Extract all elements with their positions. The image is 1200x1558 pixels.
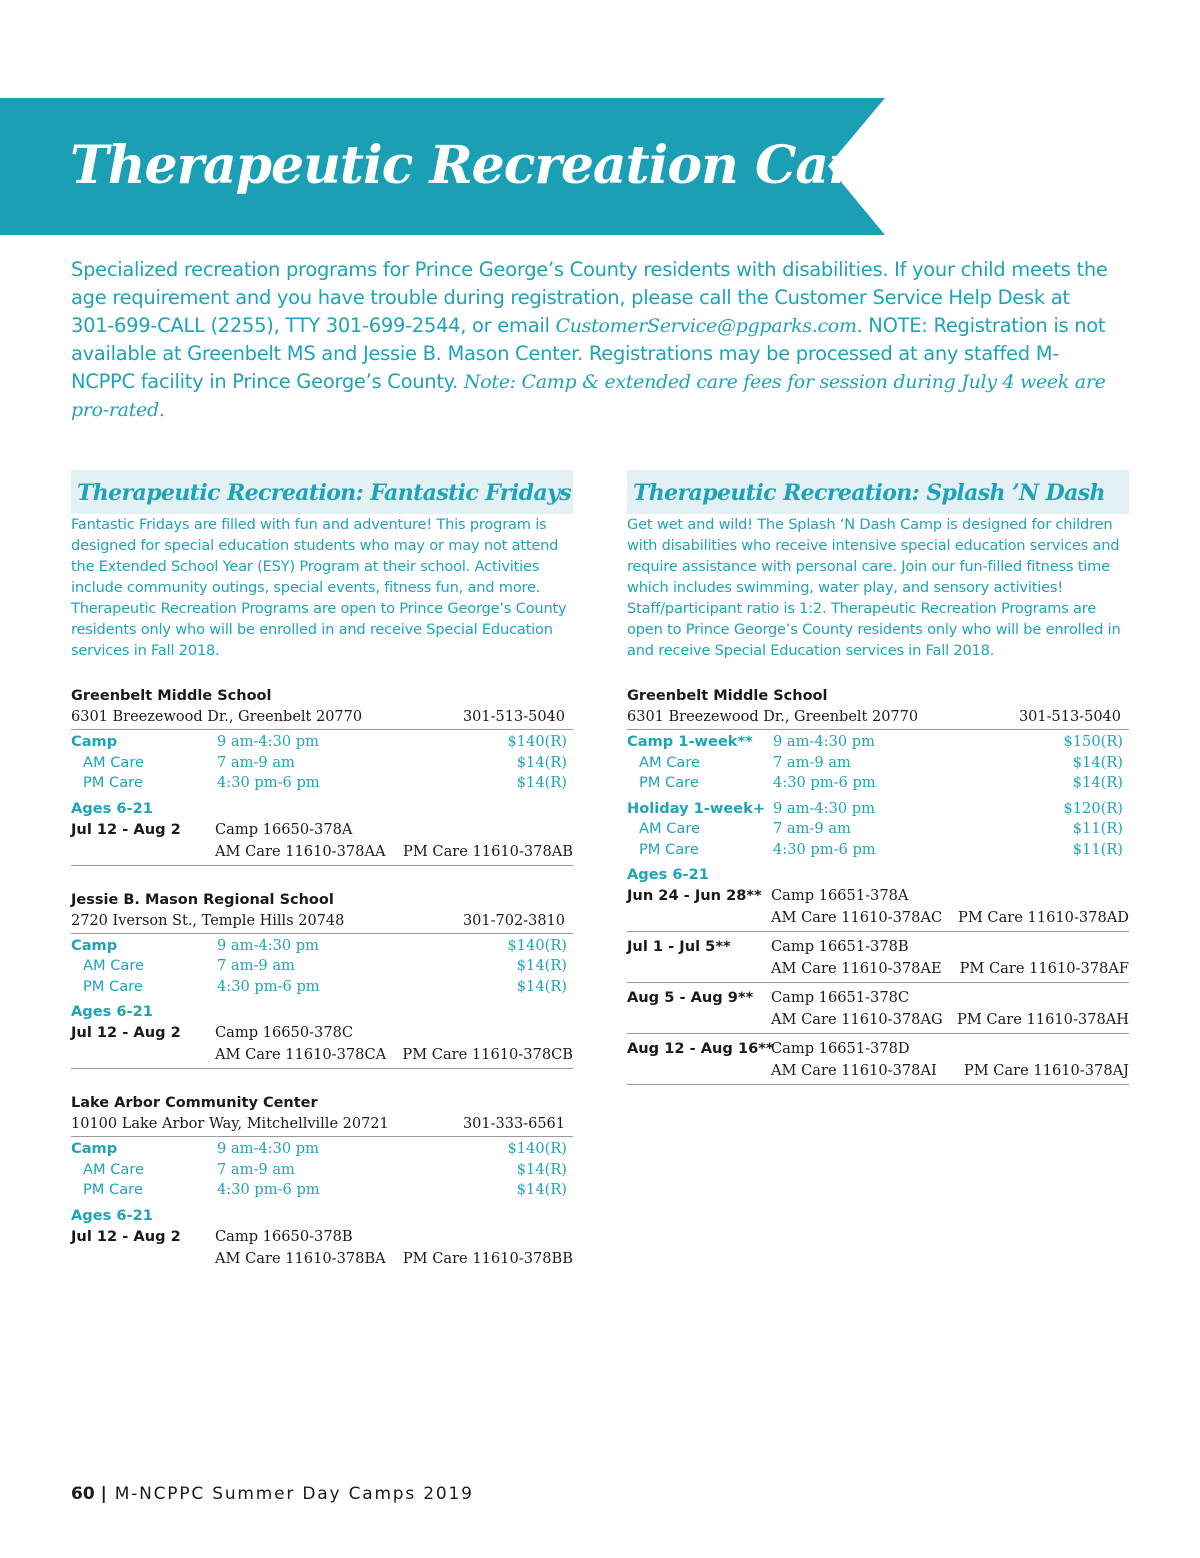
- location-phone: 301-513-5040: [462, 709, 565, 725]
- session-camp-code: Camp 16651-378C: [771, 989, 910, 1006]
- rate-row: [71, 773, 573, 794]
- intro-paragraph: [71, 256, 1116, 424]
- location-block: [71, 686, 573, 866]
- session-am-code: AM Care 11610-378AC: [771, 909, 943, 926]
- rate-time: 7 am-9 am: [773, 753, 851, 771]
- rate-time: 7 am-9 am: [217, 753, 295, 771]
- page-footer: [71, 1482, 474, 1506]
- rate-time: 4:30 pm-6 pm: [217, 774, 320, 791]
- rate-label: AM Care: [639, 820, 701, 837]
- session-date: Jul 12 - Aug 2: [71, 1024, 181, 1041]
- session-row: [71, 819, 573, 866]
- rate-time: 7 am-9 am: [773, 820, 851, 837]
- session-am-code: AM Care 11610-378AI: [771, 1062, 937, 1079]
- intro-email: CustomerService@pgparks.com.: [555, 315, 863, 337]
- rate-fee: $140(R): [507, 733, 567, 750]
- rate-label: Camp 1-week**: [627, 733, 753, 750]
- page-number: 60: [71, 1484, 95, 1504]
- rate-label: Camp: [71, 733, 118, 750]
- section-description: Get wet and wild! The Splash ‘N Dash Camp is designed for children with disabilities who receive intensive special education services and require assistance with personal care. Join our fun-filled fitness time which includes swimming, water play, and sensory activities! Staff/participant ratio is 1:2. Therapeutic Recreation Programs are open to Prince George’s County residents only who will be enrolled in and receive Special Education services in Fall 2018.: [627, 516, 1121, 659]
- location-block: [627, 686, 1129, 1085]
- rate-time: 4:30 pm-6 pm: [773, 774, 876, 791]
- session-am-code: AM Care 11610-378AA: [215, 842, 386, 860]
- session-row: [627, 885, 1129, 932]
- location-phone: 301-333-6561: [462, 1116, 565, 1132]
- ages-label: Ages 6-21: [71, 799, 153, 817]
- rate-time: 7 am-9 am: [217, 1160, 295, 1178]
- location-address-row: [71, 911, 573, 934]
- location-block: [71, 890, 573, 1070]
- rate-time: 4:30 pm-6 pm: [217, 1181, 320, 1198]
- session-date: Jul 1 - Jul 5**: [627, 938, 731, 955]
- session-row: [627, 936, 1129, 983]
- session-pm-code: PM Care 11610-378AJ: [963, 1062, 1129, 1079]
- rate-label: Holiday 1-week+: [627, 799, 766, 817]
- rate-row: [71, 1180, 573, 1201]
- session-camp-code: Camp 16651-378A: [771, 887, 909, 904]
- rate-time: 4:30 pm-6 pm: [773, 840, 876, 858]
- rate-time: 9 am-4:30 pm: [217, 1140, 319, 1157]
- session-camp-code: Camp 16650-378A: [215, 820, 353, 838]
- rate-fee: $120(R): [1063, 799, 1123, 817]
- rate-fee: $14(R): [1072, 753, 1123, 771]
- rate-label: AM Care: [639, 753, 701, 771]
- rate-fee: $14(R): [516, 1181, 567, 1198]
- rate-label: PM Care: [83, 977, 143, 995]
- session-row: [71, 1226, 573, 1272]
- location-address-row: [627, 707, 1129, 730]
- location-name: Greenbelt Middle School: [71, 688, 272, 704]
- location-name: Jessie B. Mason Regional School: [71, 891, 334, 908]
- rate-row: [71, 1139, 573, 1160]
- rate-label: Camp: [71, 1140, 118, 1157]
- publication-title: M-NCPPC Summer Day Camps 2019: [114, 1484, 474, 1504]
- rate-time: 9 am-4:30 pm: [773, 733, 875, 750]
- session-pm-code: PM Care 11610-378CB: [402, 1046, 573, 1063]
- session-camp-code: Camp 16651-378D: [771, 1040, 910, 1057]
- section-description: Fantastic Fridays are filled with fun and adventure! This program is designed for special education students who may or may not attend the Extended School Year (ESY) Program at their school. Activities include community outings, special events, fitness fun, and more. Therapeutic Recreation Programs are open to Prince George’s County residents only who will be enrolled in and receive Special Education services in Fall 2018.: [71, 516, 567, 659]
- rate-label: AM Care: [83, 753, 145, 771]
- rate-label: PM Care: [83, 774, 143, 791]
- location-name: Lake Arbor Community Center: [71, 1095, 318, 1111]
- location-phone: 301-702-3810: [462, 912, 565, 929]
- session-pm-code: PM Care 11610-378BB: [402, 1249, 573, 1267]
- rate-row: [627, 840, 1129, 861]
- location-phone: 301-513-5040: [1018, 709, 1121, 725]
- location-address: 2720 Iverson St., Temple Hills 20748: [71, 912, 345, 929]
- session-am-code: AM Care 11610-378AG: [771, 1011, 943, 1028]
- session-pm-code: PM Care 11610-378AB: [403, 842, 573, 860]
- location-address-row: [71, 707, 573, 730]
- rate-fee: $150(R): [1063, 733, 1123, 750]
- session-row: [71, 1022, 573, 1069]
- session-pm-code: PM Care 11610-378AH: [957, 1011, 1129, 1028]
- rate-fee: $140(R): [507, 1140, 567, 1157]
- session-row: [627, 987, 1129, 1034]
- session-date: Jun 24 - Jun 28**: [627, 887, 762, 904]
- session-camp-code: Camp 16651-378B: [771, 938, 909, 955]
- location-address: 10100 Lake Arbor Way, Mitchellville 20721: [71, 1116, 389, 1132]
- ages-label: Ages 6-21: [627, 866, 709, 883]
- rate-label: Camp: [71, 936, 118, 954]
- rates-table: [627, 732, 1129, 860]
- intro-text: Specialized recreation programs for Prince George’s County residents with disabilities. If your child meets the age requirement and you have trouble during registration, please call the Customer Service Help Desk at 301-699-CALL (2255), TTY 301-699-2544, or email: [71, 258, 1108, 337]
- session-date: Jul 12 - Aug 2: [71, 1227, 181, 1245]
- page-title: Therapeutic Recreation Camps: [70, 135, 946, 196]
- rate-row: [627, 799, 1129, 820]
- rate-fee: $14(R): [516, 957, 567, 974]
- rate-time: 9 am-4:30 pm: [773, 799, 875, 817]
- location-address: 6301 Breezewood Dr., Greenbelt 20770: [627, 709, 919, 725]
- rates-table: [71, 1139, 573, 1201]
- rate-row: [71, 732, 573, 753]
- rate-label: PM Care: [83, 1181, 143, 1198]
- rate-row: [71, 1160, 573, 1181]
- session-camp-code: Camp 16650-378B: [215, 1227, 353, 1245]
- rates-table: [71, 936, 573, 998]
- rate-fee: $14(R): [516, 1160, 567, 1178]
- rate-fee: $14(R): [516, 977, 567, 995]
- location-address-row: [71, 1114, 573, 1137]
- rate-row: [627, 732, 1129, 753]
- ages-label: Ages 6-21: [71, 1003, 153, 1020]
- section-heading: Therapeutic Recreation: Fantastic Fridays: [71, 470, 573, 514]
- rate-row: [71, 956, 573, 977]
- location-address: 6301 Breezewood Dr., Greenbelt 20770: [71, 709, 363, 725]
- rate-fee: $14(R): [1072, 774, 1123, 791]
- rate-fee: $11(R): [1072, 840, 1123, 858]
- rate-row: [627, 773, 1129, 794]
- session-am-code: AM Care 11610-378BA: [215, 1249, 386, 1267]
- rate-row: [71, 936, 573, 957]
- section-heading: Therapeutic Recreation: Splash ’N Dash: [627, 470, 1129, 514]
- ages-label: Ages 6-21: [71, 1206, 153, 1224]
- rate-fee: $14(R): [516, 774, 567, 791]
- rate-fee: $11(R): [1072, 820, 1123, 837]
- session-pm-code: PM Care 11610-378AD: [958, 909, 1129, 926]
- session-date: Aug 12 - Aug 16**: [627, 1040, 774, 1057]
- rates-table: [71, 732, 573, 794]
- footer-separator: |: [100, 1484, 109, 1504]
- rate-label: AM Care: [83, 957, 145, 974]
- rate-time: 4:30 pm-6 pm: [217, 977, 320, 995]
- rate-time: 9 am-4:30 pm: [217, 936, 319, 954]
- session-pm-code: PM Care 11610-378AF: [959, 960, 1129, 977]
- rate-row: [71, 977, 573, 998]
- rate-time: 9 am-4:30 pm: [217, 733, 319, 750]
- location-name: Greenbelt Middle School: [627, 688, 828, 704]
- rate-fee: $140(R): [507, 936, 567, 954]
- session-am-code: AM Care 11610-378AE: [771, 960, 942, 977]
- session-am-code: AM Care 11610-378CA: [215, 1046, 387, 1063]
- rate-row: [71, 753, 573, 774]
- session-date: Aug 5 - Aug 9**: [627, 989, 754, 1006]
- rate-row: [627, 819, 1129, 840]
- rate-label: PM Care: [639, 840, 699, 858]
- session-camp-code: Camp 16650-378C: [215, 1024, 354, 1041]
- session-row: [627, 1038, 1129, 1085]
- rate-time: 7 am-9 am: [217, 957, 295, 974]
- location-block: [71, 1093, 573, 1272]
- session-date: Jul 12 - Aug 2: [71, 820, 181, 838]
- intro-text-2: NOTE: Registration is not available at Greenbelt MS and Jessie B. Mason Center. Registrations may be processed at any staffed M-NCPPC facility in Prince George’s County.: [71, 314, 1106, 393]
- rate-row: [627, 753, 1129, 774]
- title-banner: [0, 98, 946, 235]
- intro-note: Note: Camp & extended care fees for session during July 4 week are pro-rated.: [71, 371, 1106, 421]
- rate-fee: $14(R): [516, 753, 567, 771]
- rate-label: PM Care: [639, 774, 699, 791]
- fantastic-fridays-section: [71, 470, 573, 1272]
- rate-label: AM Care: [83, 1160, 145, 1178]
- splash-n-dash-section: [627, 470, 1129, 1085]
